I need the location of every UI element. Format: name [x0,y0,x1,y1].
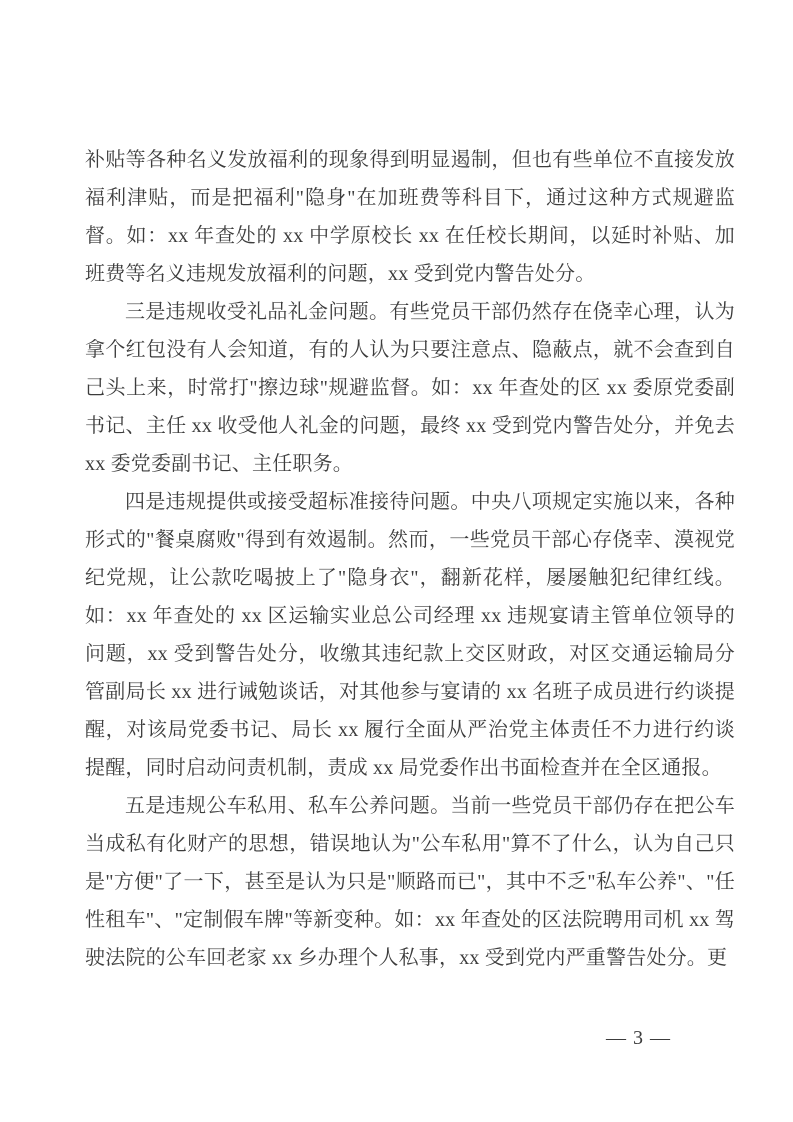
body-paragraph: 三是违规收受礼品礼金问题。有些党员干部仍然存在侥幸心理，认为拿个红包没有人会知道，有的人认为只要注意点、隐蔽点，就不会查到自己头上来，时常打"擦边球"规避监督。如：xx 年查处的区 xx 委原党委副书记、主任 xx 收受他人礼金的问题，最终 xx 受到党内警告处分，并免去 xx 委党委副书记、主任职务。 [85,301,735,475]
body-paragraph: 补贴等各种名义发放福利的现象得到明显遏制，但也有些单位不直接发放福利津贴，而是把福利"隐身"在加班费等科目下，通过这种方式规避监督。如：xx 年查处的 xx 中学原校长 xx 在任校长期间，以延时补贴、加班费等名义违规发放福利的问题，xx 受到党内警告处分。 [85,149,735,285]
body-paragraph: 四是违规提供或接受超标准接待问题。中央八项规定实施以来，各种形式的"餐桌腐败"得到有效遏制。然而，一些党员干部心存侥幸、漠视党纪党规，让公款吃喝披上了"隐身衣"，翻新花样，屡屡触犯纪律红线。如：xx 年查处的 xx 区运输实业总公司经理 xx 违规宴请主管单位领导的问题，xx 受到警告处分，收缴其违纪款上交区财政，对区交通运输局分管副局长 xx 进行诫勉谈话，对其他参与宴请的 xx 名班子成员进行约谈提醒，对该局党委书记、局长 xx 履行全面从严治党主体责任不力进行约谈提醒，同时启动问责机制，责成 xx 局党委作出书面检查并在全区通报。 [85,491,735,779]
document-body [85,141,735,977]
page-number: — 3 — [606,1027,671,1049]
body-paragraph: 五是违规公车私用、私车公养问题。当前一些党员干部仍存在把公车当成私有化财产的思想，错误地认为"公车私用"算不了什么，认为自己只是"方便"了一下，甚至是认为只是"顺路而已"，其中不乏"私车公养"、"任性租车"、"定制假车牌"等新变种。如：xx 年查处的区法院聘用司机 xx 驾驶法院的公车回老家 xx 乡办理个人私事，xx 受到党内严重警告处分。更 [85,795,735,969]
